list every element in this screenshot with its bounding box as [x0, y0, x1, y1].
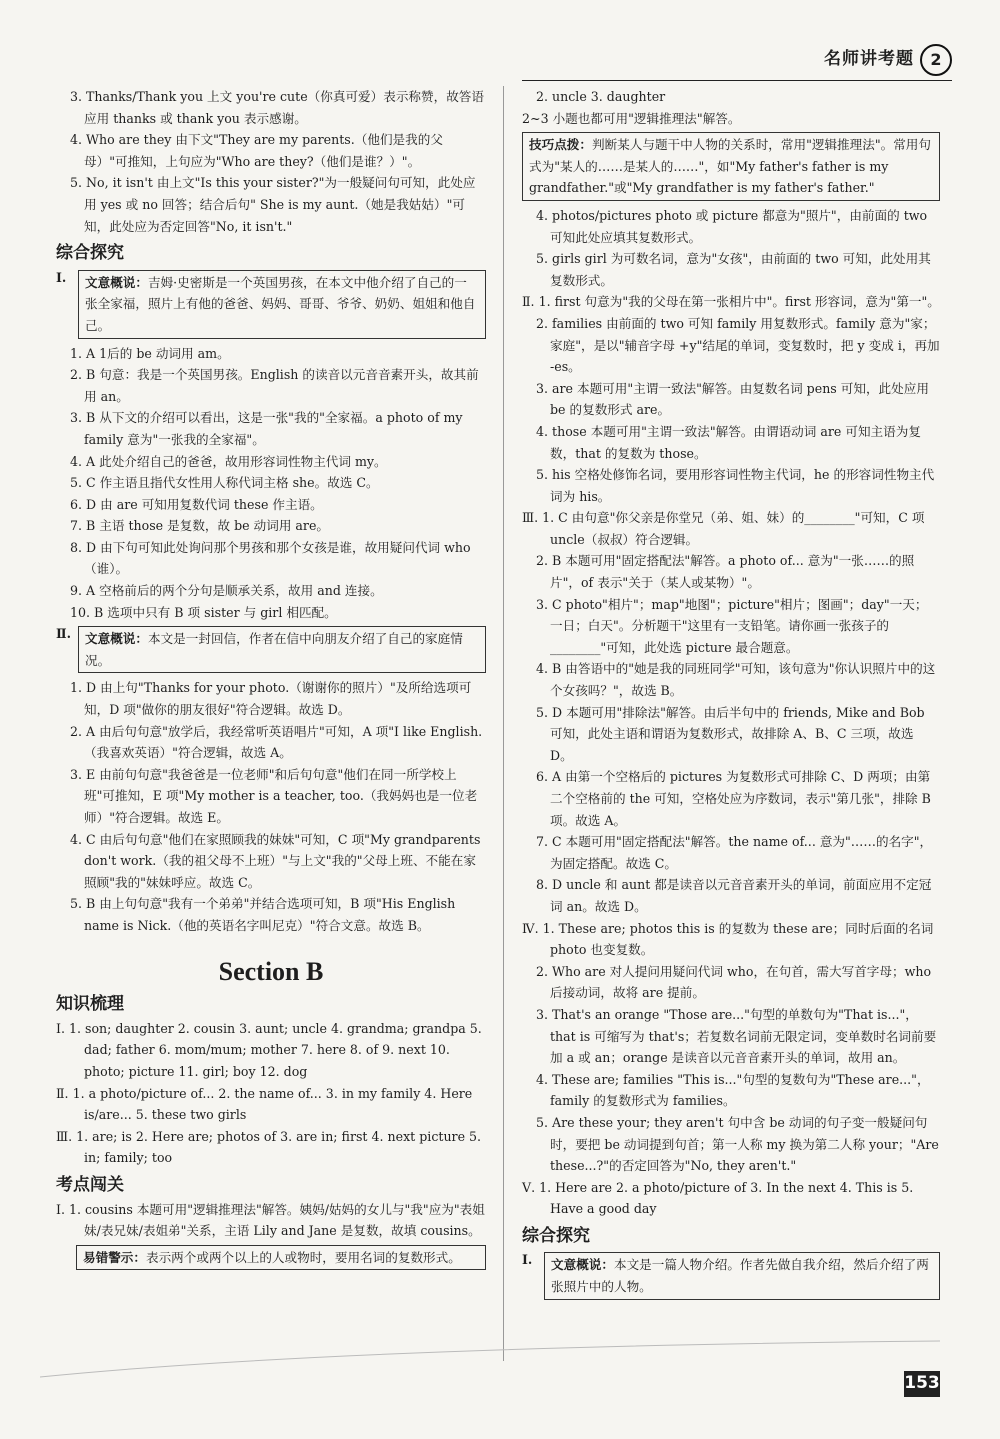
answer-item: 2. B 本题可用"固定搭配法"解答。a photo of... 意为"一张……的照片"，of 表示"关于（某人或某物）"。 — [536, 553, 915, 591]
column-divider — [503, 86, 504, 1361]
answer-item: 7. B 主语 those 是复数，故 be 动词用 are。 — [70, 518, 329, 534]
answer-item: 5. girls girl 为可数名词，意为"女孩"，由前面的 two 可知，此处用其复数形式。 — [536, 251, 931, 288]
summary-box — [544, 1252, 940, 1299]
roman-label: Ⅱ. — [56, 626, 71, 642]
warning-box — [76, 1245, 486, 1271]
box-label: 文意概说： — [85, 631, 148, 647]
answer-item: 7. C 本题可用"固定搭配法"解答。the name of... 意为"……的名字"，为固定搭配。故选 C。 — [536, 834, 933, 871]
header-rule — [522, 80, 952, 81]
answer-item: Ⅱ. 1. first 句意为"我的父母在第一张相片中"。first 形容词，意为"第一"。 — [522, 294, 940, 310]
logo-icon: 2 — [920, 44, 952, 76]
section-title: 综合探究 — [522, 1225, 590, 1246]
answer-item: 1. D 由上句"Thanks for your photo.（谢谢你的照片）"及所给选项可知，D 项"做你的朋友很好"符合逻辑。故选 D。 — [70, 680, 472, 718]
answer-item: 2. Who are 对人提问用疑问代词 who，在句首，需大写首字母；who 后接动词，故将 are 提前。 — [536, 963, 932, 1001]
answer-item: 1. A 1后的 be 动词用 am。 — [70, 345, 230, 361]
roman-label: Ⅰ. — [56, 269, 67, 285]
answer-item: 5. Are these your; they aren't 句中含 be 动词的句子变一般疑问句时，要把 be 动词提到句首；第一人称 my 换为第二人称 your；"Are these...?"的否定回答为"No, they aren't." — [536, 1114, 939, 1174]
page-header — [824, 44, 952, 76]
answer-item: 4. These are; families "This is..."句型的复数句为"These are..."，family 的复数形式为 families。 — [536, 1071, 930, 1109]
answer-item: Ⅱ. 1. a photo/picture of... 2. the name of... 3. in my family 4. Here is/are... 5. these two girls — [56, 1085, 473, 1123]
box-text: 判断某人与题干中人物的关系时，常用"逻辑推理法"。常用句式为"某人的……是某人的……"，如"My father's father is my grandfather."或"My grandfather is my father's father." — [529, 137, 931, 196]
box-label: 文意概说： — [85, 274, 148, 290]
left-column — [56, 86, 486, 1274]
box-label: 易错警示： — [83, 1249, 146, 1265]
answer-item: Ⅲ. 1. are; is 2. Here are; photos of 3. are in; first 4. next picture 5. in; family; too — [56, 1128, 482, 1166]
right-column — [522, 86, 940, 1304]
answer-item: 4. Who are they 由下文"They are my parents.（他们是我的父母）"可推知，上句应为"Who are they?（他们是谁？）"。 — [70, 132, 443, 169]
answer-item: 4. those 本题可用"主谓一致法"解答。由谓语动词 are 可知主语为复数，that 的复数为 those。 — [536, 423, 921, 461]
answer-item: 3. B 从下文的介绍可以看出，这是一张"我的"全家福。a photo of my family 意为"一张我的全家福"。 — [70, 410, 463, 447]
answer-item: 9. A 空格前后的两个分句是顺承关系，故用 and 连接。 — [70, 583, 383, 599]
answer-item: 6. D 由 are 可知用复数代词 these 作主语。 — [70, 496, 323, 512]
answer-item: Ⅰ. 1. cousins 本题可用"逻辑推理法"解答。姨妈/姑妈的女儿与"我"应为"表姐妹/表兄妹/表姐弟"关系，主语 Lily and Jane 是复数，故填 cousins。 — [56, 1201, 485, 1239]
summary-box — [78, 626, 486, 673]
answer-item: 2. uncle 3. daughter — [536, 89, 666, 104]
answer-item: 5. his 空格处修饰名词，要用形容词性物主代词，he 的形容词性物主代词为 his。 — [536, 467, 935, 504]
answer-item: 6. A 由第一个空格后的 pictures 为复数形式可排除 C、D 两项；由第二个空格前的 the 可知，空格处应为序数词，表示"第几张"，排除 B 项。故选 A。 — [536, 769, 931, 828]
answer-item: 5. C 作主语且指代女性用人称代词主格 she。故选 C。 — [70, 475, 379, 491]
answer-item: Ⅰ. 1. son; daughter 2. cousin 3. aunt; uncle 4. grandma; grandpa 5. dad; father 6. mom/mum; mother 7. here 8. of 9. next 10. photo; picture 11. girl; boy 12. dog — [56, 1020, 482, 1079]
box-text: 本文是一封回信，作者在信中向朋友介绍了自己的家庭情况。 — [85, 631, 463, 668]
tip-box — [522, 132, 940, 201]
answer-item: 8. D 由下句可知此处询问那个男孩和那个女孩是谁，故用疑问代词 who（谁）。 — [70, 539, 471, 577]
box-text: 表示两个或两个以上的人或物时，要用名词的复数形式。 — [145, 1249, 461, 1265]
answer-item: 5. B 由上句句意"我有一个弟弟"并结合选项可知，B 项"His English name is Nick.（他的英语名字叫尼克）"符合文意。故选 B。 — [70, 896, 456, 933]
answer-item: 3. That's an orange "Those are..."句型的单数句为"That is..."，that is 可缩写为 that's；若复数名词前无限定词，变单数时名词前要加 a 或 an；orange 是读音以元音音素开头的单词，故用 an。 — [536, 1006, 937, 1066]
answer-item: 2. A 由后句句意"放学后，我经常听英语唱片"可知，A 项"I like English.（我喜欢英语）"符合逻辑，故选 A。 — [70, 723, 483, 761]
box-label: 技巧点拨： — [529, 137, 592, 153]
question-block — [56, 623, 486, 677]
question-block — [522, 1249, 940, 1303]
answer-item: 3. C photo"相片"；map"地图"；picture"相片；图画"；day"一天；一日；白天"。分析题干"这里有一支铅笔。请你画一张孩子的________"可知，此处选 picture 最合题意。 — [536, 596, 928, 655]
page-curl-decoration — [40, 1339, 940, 1379]
answer-item: Ⅴ. 1. Here are 2. a photo/picture of 3. In the next 4. This is 5. Have a good day — [522, 1179, 914, 1217]
answer-item: 4. B 由答语中的"她是我的同班同学"可知，该句意为"你认识照片中的这个女孩吗？"，故选 B。 — [536, 661, 936, 699]
question-block — [56, 267, 486, 343]
summary-box — [78, 270, 486, 339]
answer-item: 3. are 本题可用"主谓一致法"解答。由复数名词 pens 可知，此处应用 be 的复数形式 are。 — [536, 380, 929, 418]
answer-item: Ⅲ. 1. C 由句意"你父亲是你堂兄（弟、姐、妹）的________"可知，C 项 uncle（叔叔）符合逻辑。 — [522, 510, 925, 547]
section-title: 综合探究 — [56, 243, 124, 264]
header-title: 名师讲考题 — [824, 49, 914, 70]
answer-item: 3. Thanks/Thank you 上文 you're cute（你真可爱）表示称赞，故答语应用 thanks 或 thank you 表示感谢。 — [70, 89, 484, 126]
answer-item: 4. C 由后句句意"他们在家照顾我的妹妹"可知，C 项"My grandparents don't work.（我的祖父母不上班）"与上文"我的"父母上班、不能在家照顾"我的"妹妹呼应。故选 C。 — [70, 831, 481, 890]
note-line: 2~3 小题也都可用"逻辑推理法"解答。 — [522, 110, 741, 126]
section-title: 考点闯关 — [56, 1174, 124, 1195]
answer-item: 5. D 本题可用"排除法"解答。由后半句中的 friends, Mike and Bob 可知，此处主语和谓语为复数形式，故排除 A、B、C 三项，故选 D。 — [536, 704, 925, 763]
roman-label: Ⅰ. — [522, 1252, 533, 1268]
answer-item: Ⅳ. 1. These are; photos this is 的复数为 these are；同时后面的名词 photo 也变复数。 — [522, 920, 934, 958]
answer-item: 5. No, it isn't 由上文"Is this your sister?"为一般疑问句可知，此处应用 yes 或 no 回答；结合后句" She is my aunt.（她是我姑姑）"可知，此处应为否定回答"No, it isn't." — [70, 175, 476, 234]
answer-item: 4. A 此处介绍自己的爸爸，故用形容词性物主代词 my。 — [70, 453, 387, 469]
answer-item: 2. families 由前面的 two 可知 family 用复数形式。family 意为"家；家庭"，是以"辅音字母 +y"结尾的单词，变复数时，把 y 变成 i，再加 -es。 — [536, 315, 940, 375]
section-title: 知识梳理 — [56, 994, 124, 1015]
answer-item: 4. photos/pictures photo 或 picture 都意为"照片"，由前面的 two 可知此处应填其复数形式。 — [536, 207, 928, 245]
section-b-title: Section B — [218, 956, 324, 986]
box-text: 吉姆·史密斯是一个英国男孩，在本文中他介绍了自己的一张全家福，照片上有他的爸爸、妈妈、哥哥、爷爷、奶奶、姐姐和他自己。 — [85, 274, 476, 333]
box-text: 本文是一篇人物介绍。作者先做自我介绍，然后介绍了两张照片中的人物。 — [551, 1257, 929, 1295]
answer-item: 2. B 句意：我是一个英国男孩。English 的读音以元音音素开头，故其前用 an。 — [70, 367, 479, 404]
page-number: 153 — [904, 1371, 940, 1397]
answer-item: 10. B 选项中只有 B 项 sister 与 girl 相匹配。 — [70, 604, 337, 620]
box-label: 文意概说： — [551, 1257, 614, 1273]
answer-item: 3. E 由前句句意"我爸爸是一位老师"和后句句意"他们在同一所学校上班"可推知，E 项"My mother is a teacher, too.（我妈妈也是一位老师）"符合逻辑。故选 E。 — [70, 766, 478, 825]
answer-item: 8. D uncle 和 aunt 都是读音以元音音素开头的单词，前面应用不定冠词 an。故选 D。 — [536, 877, 932, 914]
